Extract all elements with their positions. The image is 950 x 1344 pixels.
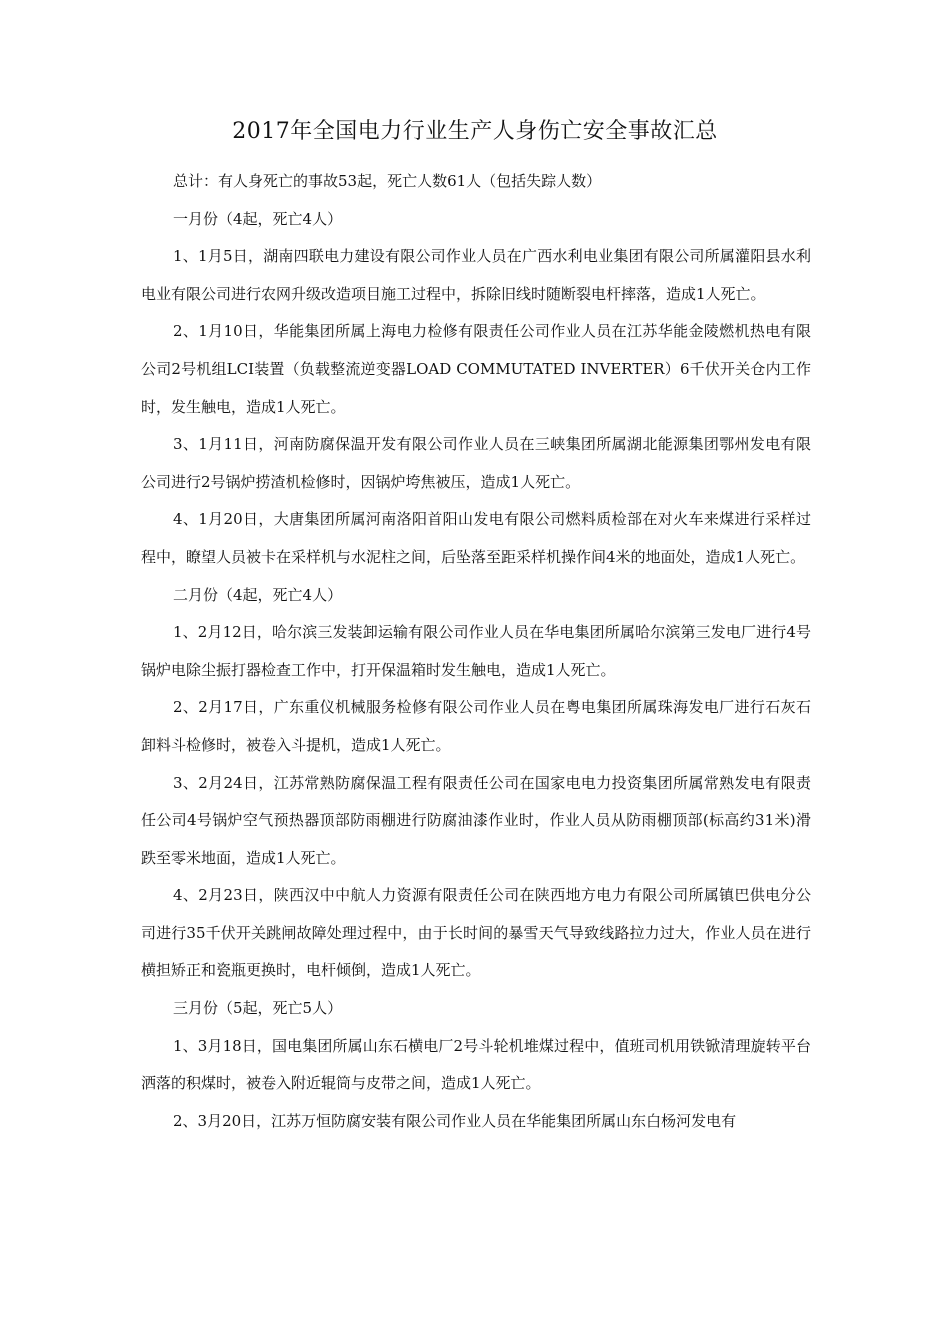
- month-heading-january: 一月份（4起，死亡4人）: [173, 209, 343, 228]
- incident-paragraph: 1、2月12日，哈尔滨三发装卸运输有限公司作业人员在华电集团所属哈尔滨第三发电厂进行4号锅炉电除尘振打器检查工作中，打开保温箱时发生触电，造成1人死亡。: [141, 623, 811, 679]
- incident-paragraph: 1、3月18日，国电集团所属山东石横电厂2号斗轮机堆煤过程中，值班司机用铁锨清理旋转平台洒落的积煤时，被卷入附近辊筒与皮带之间，造成1人死亡。: [141, 1036, 811, 1093]
- incident-paragraph: 2、2月17日，广东重仪机械服务检修有限公司作业人员在粤电集团所属珠海发电厂进行石灰石卸料斗检修时，被卷入斗提机，造成1人死亡。: [141, 698, 811, 754]
- incident-paragraph: 3、1月11日，河南防腐保温开发有限公司作业人员在三峡集团所属湖北能源集团鄂州发电有限公司进行2号锅炉捞渣机检修时，因锅炉垮焦被压，造成1人死亡。: [141, 435, 811, 491]
- document-body: [141, 163, 811, 1140]
- incident-paragraph: 2、3月20日，江苏万恒防腐安装有限公司作业人员在华能集团所属山东白杨河发电有: [173, 1111, 737, 1130]
- month-heading-march: 三月份（5起，死亡5人）: [173, 999, 343, 1018]
- incident-paragraph: 2、1月10日，华能集团所属上海电力检修有限责任公司作业人员在江苏华能金陵燃机热电有限公司2号机组LCI装置（负载整流逆变器LOAD COMMUTATED INVERTER）6千伏开关仓内工作时，发生触电，造成1人死亡。: [141, 322, 811, 416]
- document-title: 2017年全国电力行业生产人身伤亡安全事故汇总: [232, 119, 718, 144]
- summary-paragraph: 总计：有人身死亡的事故53起，死亡人数61人（包括失踪人数）: [173, 172, 602, 190]
- month-heading-february: 二月份（4起，死亡4人）: [173, 585, 343, 604]
- incident-paragraph: 4、2月23日，陕西汉中中航人力资源有限责任公司在陕西地方电力有限公司所属镇巴供电分公司进行35千伏开关跳闸故障处理过程中，由于长时间的暴雪天气导致线路拉力过大，作业人员在进行横担矫正和瓷瓶更换时，电杆倾倒，造成1人死亡。: [141, 886, 811, 980]
- incident-paragraph: 4、1月20日，大唐集团所属河南洛阳首阳山发电有限公司燃料质检部在对火车来煤进行采样过程中，瞭望人员被卡在采样机与水泥柱之间，后坠落至距采样机操作间4米的地面处，造成1人死亡。: [141, 510, 811, 566]
- incident-paragraph: 3、2月24日，江苏常熟防腐保温工程有限责任公司在国家电电力投资集团所属常熟发电有限责任公司4号锅炉空气预热器顶部防雨棚进行防腐油漆作业时，作业人员从防雨棚顶部(标高约31米)滑跌至零米地面，造成1人死亡。: [141, 773, 811, 867]
- incident-paragraph: 1、1月5日，湖南四联电力建设有限公司作业人员在广西水利电业集团有限公司所属灌阳县水利电业有限公司进行农网升级改造项目施工过程中，拆除旧线时随断裂电杆摔落，造成1人死亡。: [141, 247, 811, 303]
